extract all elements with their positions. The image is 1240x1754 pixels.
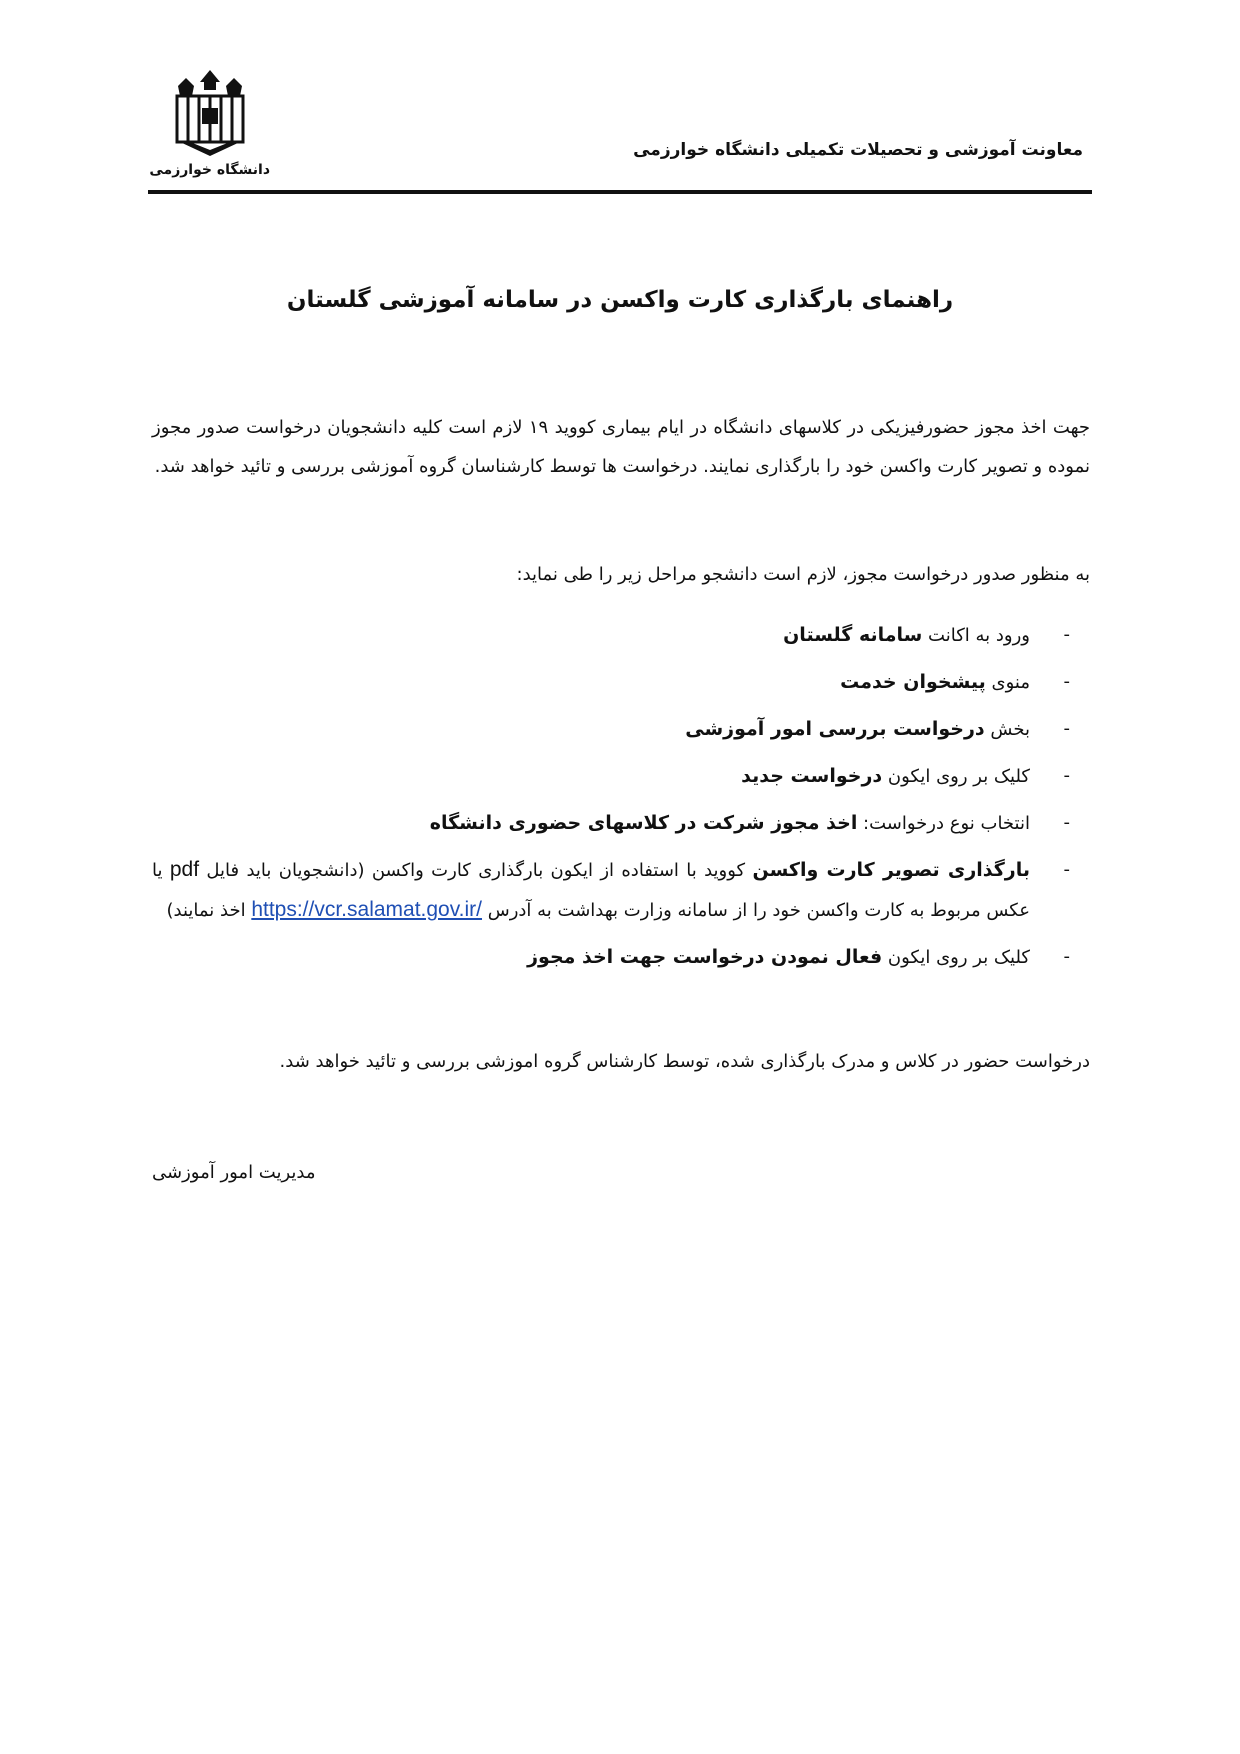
step-text: کلیک بر روی ایکون bbox=[882, 947, 1030, 968]
step-text: کووید با استفاده از ایکون بارگذاری کارت واکسن (دانشجویان باید فایل bbox=[199, 860, 753, 881]
step-upload-card bbox=[152, 847, 1090, 934]
step-request-type bbox=[152, 800, 1090, 847]
closing-paragraph: درخواست حضور در کلاس و مدرک بارگذاری شده، توسط کارشناس گروه اموزشی بررسی و تائید خواهد شد. bbox=[279, 1051, 1090, 1072]
signature: مدیریت امور آموزشی bbox=[152, 1162, 316, 1183]
list-dash: - bbox=[1063, 859, 1070, 880]
step-bold: درخواست جدید bbox=[741, 765, 883, 787]
step-text: منوی bbox=[985, 672, 1030, 693]
header-divider bbox=[148, 190, 1092, 194]
step-bold: سامانه گلستان bbox=[783, 624, 923, 646]
steps-list bbox=[152, 612, 1090, 981]
step-text: کلیک بر روی ایکون bbox=[882, 766, 1030, 787]
step-bold: درخواست بررسی امور آموزشی bbox=[685, 718, 985, 740]
step-text: انتخاب نوع درخواست: bbox=[857, 813, 1030, 834]
step-activate bbox=[152, 934, 1090, 981]
intro-paragraph: جهت اخذ مجوز حضورفیزیکی در کلاسهای دانشگاه در ایام بیماری کووید ۱۹ لازم است کلیه دانشجویان درخواست صدور مجوز نموده و تصویر کارت واکسن خود را بارگذاری نمایند. درخواست ها توسط کارشناسان گروه آموزشی بررسی و تائید خواهد شد. bbox=[152, 417, 1090, 477]
step-menu bbox=[152, 659, 1090, 706]
list-dash: - bbox=[1063, 671, 1070, 692]
step-section bbox=[152, 706, 1090, 753]
step-text: ورود به اکانت bbox=[922, 625, 1030, 646]
step-bold: پیشخوان خدمت bbox=[840, 671, 986, 693]
list-dash: - bbox=[1063, 946, 1070, 967]
step-text: یا عکس مربوط به کارت واکسن خود را از سامانه وزارت بهداشت به آدرس bbox=[152, 860, 1030, 921]
salamat-link[interactable]: https://vcr.salamat.gov.ir/ bbox=[251, 898, 483, 921]
kharazmi-university-logo-icon bbox=[172, 68, 248, 158]
list-dash: - bbox=[1063, 718, 1070, 739]
page-title: راهنمای بارگذاری کارت واکسن در سامانه آموزشی گلستان bbox=[286, 287, 954, 313]
list-dash: - bbox=[1063, 624, 1070, 645]
step-bold: اخذ مجوز شرکت در کلاسهای حضوری دانشگاه bbox=[429, 812, 858, 834]
list-dash: - bbox=[1063, 812, 1070, 833]
step-bold: بارگذاری تصویر کارت واکسن bbox=[752, 859, 1030, 881]
step-text: بخش bbox=[984, 719, 1030, 740]
step-bold: فعال نمودن درخواست جهت اخذ مجوز bbox=[527, 946, 883, 968]
office-title: معاونت آموزشی و تحصیلات تکمیلی دانشگاه خوارزمی bbox=[633, 140, 1083, 160]
step-new-request bbox=[152, 753, 1090, 800]
step-login bbox=[152, 612, 1090, 659]
step-text: اخذ نمایند) bbox=[166, 900, 252, 921]
pdf-label: pdf bbox=[169, 858, 200, 881]
university-logo bbox=[150, 68, 270, 190]
list-dash: - bbox=[1063, 765, 1070, 786]
university-caption: دانشگاه خوارزمی bbox=[149, 162, 270, 178]
lead-paragraph: به منظور صدور درخواست مجوز، لازم است دانشجو مراحل زیر را طی نماید: bbox=[516, 564, 1090, 585]
